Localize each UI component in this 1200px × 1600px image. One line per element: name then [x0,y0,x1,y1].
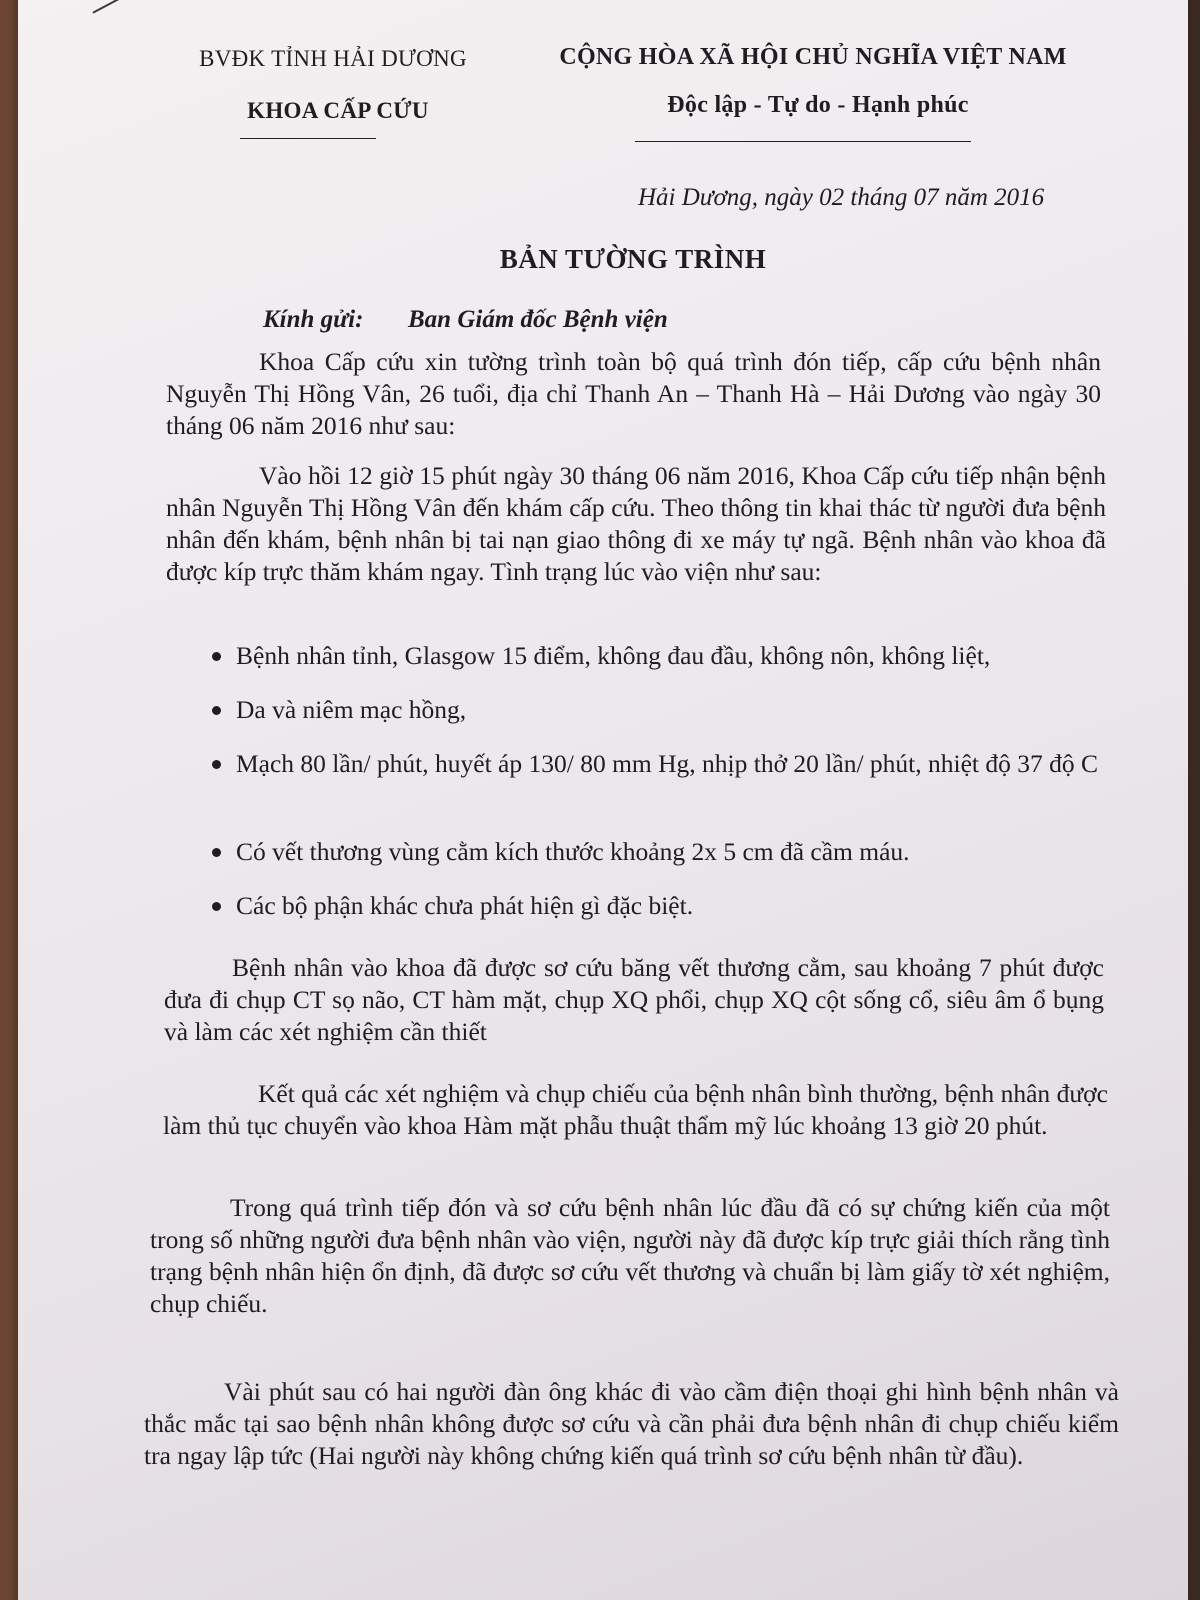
paragraph-first-aid: Bệnh nhân vào khoa đã được sơ cứu băng vết thương cằm, sau khoảng 7 phút được đưa đi chụp CT sọ não, CT hàm mặt, chụp XQ phổi, chụp XQ cột sống cổ, siêu âm ổ bụng và làm các xét nghiệm cần thiết [164,953,1104,1046]
list-item [236,640,1106,672]
organization-name: BVĐK TỈNH HẢI DƯƠNG [199,46,467,71]
paragraph-admission: Vào hồi 12 giờ 15 phút ngày 30 tháng 06 năm 2016, Khoa Cấp cứu tiếp nhận bệnh nhân Nguyễn Thị Hồng Vân đến khám cấp cứu. Theo thông tin khai thác từ người đưa bệnh nhân đến khám, bệnh nhân bị tai nạn giao thông đi xe máy tự ngã. Bệnh nhân vào khoa đã được kíp trực thăm khám ngay. Tình trạng lúc vào viện như sau: [166,461,1106,586]
list-item-text: Các bộ phận khác chưa phát hiện gì đặc biệt. [236,891,694,920]
list-item-text: Bệnh nhân tỉnh, Glasgow 15 điểm, không đau đầu, không nôn, không liệt, [236,641,991,670]
condition-list [18,0,1188,990]
national-motto: Độc lập - Tự do - Hạnh phúc [667,92,969,118]
document-title: BẢN TƯỜNG TRÌNH [499,244,767,274]
document-page [18,0,1188,1600]
paragraph-intro: Khoa Cấp cứu xin tường trình toàn bộ quá trình đón tiếp, cấp cứu bệnh nhân Nguyễn Thị Hồng Vân, 26 tuổi, địa chỉ Thanh An – Thanh Hà – Hải Dương vào ngày 30 tháng 06 năm 2016 như sau: [166,347,1101,440]
bullet-icon [212,902,221,911]
bullet-icon [212,760,221,769]
paragraph-witness: Trong quá trình tiếp đón và sơ cứu bệnh nhân lúc đầu đã có sự chứng kiến của một trong số những người đưa bệnh nhân vào viện, người này đã được kíp trực giải thích rằng tình trạng bệnh nhân hiện ổn định, đã được sơ cứu vết thương và chuẩn bị làm giấy tờ xét nghiệm, chụp chiếu. [150,1193,1110,1318]
paragraph-results: Kết quả các xét nghiệm và chụp chiếu của bệnh nhân bình thường, bệnh nhân được làm thủ tục chuyển vào khoa Hàm mặt phẫu thuật thẩm mỹ lúc khoảng 13 giờ 20 phút. [163,1079,1108,1140]
addressee-label: Kính gửi: [263,306,364,333]
list-item-text: Có vết thương vùng cằm kích thước khoảng 2x 5 cm đã cầm máu. [236,837,910,866]
bullet-icon [212,706,221,715]
addressee-recipient: Ban Giám đốc Bệnh viện [408,306,668,333]
bullet-icon [212,848,221,857]
list-item [236,890,1106,922]
list-item-text: Mạch 80 lần/ phút, huyết áp 130/ 80 mm Hg, nhịp thở 20 lần/ phút, nhiệt độ 37 độ C [236,749,1098,778]
list-item [236,748,1106,780]
national-title: CỘNG HÒA XÃ HỘI CHỦ NGHĨA VIỆT NAM [559,44,1067,70]
department-name: KHOA CẤP CỨU [247,98,429,123]
list-item-text: Da và niêm mạc hồng, [236,695,467,724]
bullet-icon [212,652,221,661]
paragraph-incident: Vài phút sau có hai người đàn ông khác đi vào cầm điện thoại ghi hình bệnh nhân và thắc mắc tại sao bệnh nhân không được sơ cứu và cần phải đưa bệnh nhân đi chụp chiếu kiểm tra ngay lập tức (Hai người này không chứng kiến quá trình sơ cứu bệnh nhân từ đầu). [144,1377,1119,1470]
date-line: Hải Dương, ngày 02 tháng 07 năm 2016 [638,184,1045,211]
list-item [236,694,1106,726]
list-item [236,836,1106,868]
